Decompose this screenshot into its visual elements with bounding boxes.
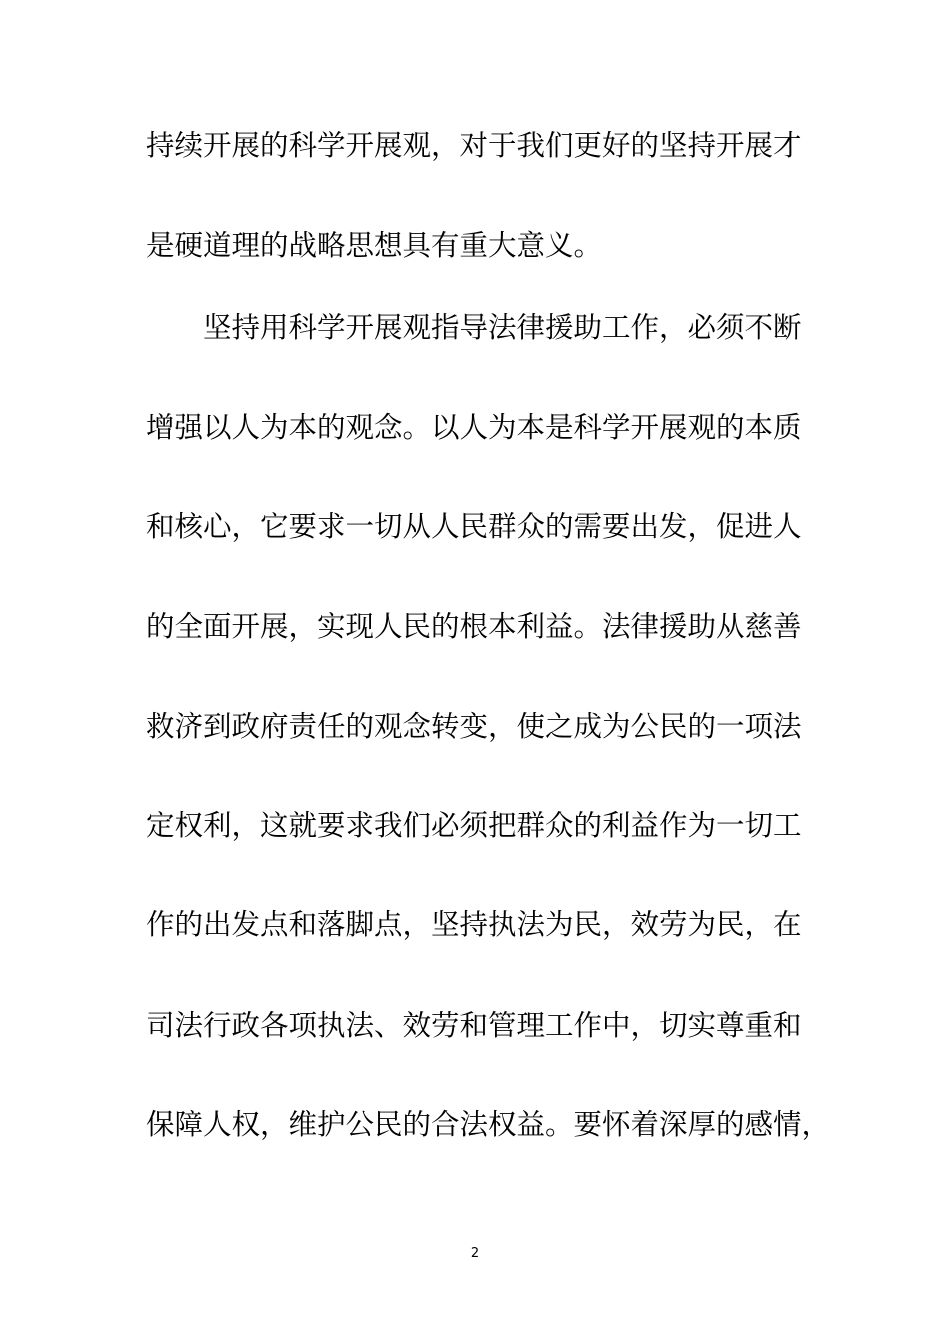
text-line-2: 是硬道理的战略思想具有重大意义。 [146, 229, 603, 262]
text-line-5: 和核心，它要求一切从人民群众的需要出发，促进人 [146, 510, 802, 543]
page-number: 2 [470, 1246, 480, 1261]
text-line-6: 的全面开展，实现人民的根本利益。法律援助从慈善 [146, 610, 802, 643]
paragraph-start-line: 坚持用科学开展观指导法律援助工作，必须不断 [203, 311, 802, 344]
text-line-1: 持续开展的科学开展观，对于我们更好的坚持开展才 [146, 129, 802, 162]
text-line-10: 司法行政各项执法、效劳和管理工作中，切实尊重和 [146, 1009, 802, 1042]
text-line-8: 定权利，这就要求我们必须把群众的利益作为一切工 [146, 809, 802, 842]
text-line-7: 救济到政府责任的观念转变，使之成为公民的一项法 [146, 710, 802, 743]
text-line-4: 增强以人为本的观念。以人为本是科学开展观的本质 [146, 411, 802, 444]
text-line-11: 保障人权，维护公民的合法权益。要怀着深厚的感情， [146, 1108, 831, 1141]
text-line-9: 作的出发点和落脚点，坚持执法为民，效劳为民，在 [146, 908, 802, 941]
